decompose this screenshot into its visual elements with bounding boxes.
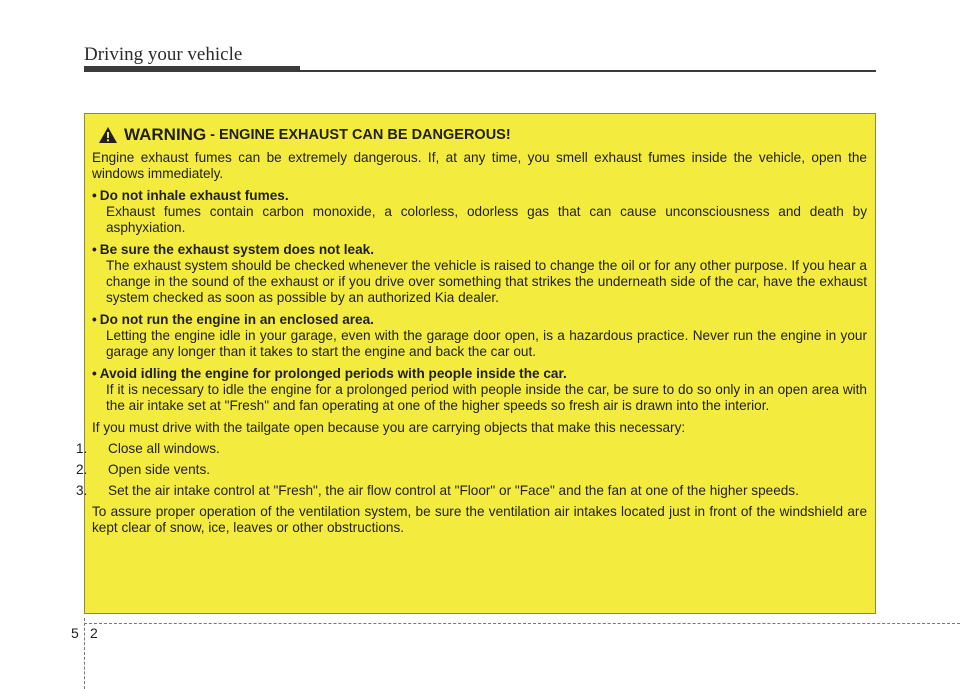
bullet-dot: • bbox=[92, 366, 97, 381]
bullet-body: Exhaust fumes contain carbon monoxide, a colorless, odorless gas that can cause unconsciousness and death by asphyxiation. bbox=[106, 204, 867, 235]
step-text: Open side vents. bbox=[108, 462, 211, 477]
step-item bbox=[76, 441, 867, 457]
warning-triangle-icon bbox=[98, 126, 118, 144]
step-item bbox=[76, 483, 867, 499]
bullet-title: Do not inhale exhaust fumes. bbox=[99, 188, 289, 203]
bullet-item bbox=[92, 188, 867, 236]
bullet-title: Do not run the engine in an enclosed area. bbox=[99, 312, 374, 327]
bullet-item bbox=[92, 242, 867, 306]
step-number: 1. bbox=[76, 441, 88, 456]
page-header-title: Driving your vehicle bbox=[84, 44, 243, 65]
warning-label: WARNING bbox=[124, 125, 207, 144]
warning-subtitle: - ENGINE EXHAUST CAN BE DANGEROUS! bbox=[210, 127, 511, 143]
tailgate-intro: If you must drive with the tailgate open because you are carrying objects that make this necessary: bbox=[92, 420, 686, 435]
bullet-body: If it is necessary to idle the engine for a prolonged period with people inside the car, be sure to do so only in an open area with the air intake set at "Fresh" and fan operating at one of the higher speeds so fresh air is drawn into the interior. bbox=[106, 382, 867, 413]
bullet-dot: • bbox=[92, 188, 97, 203]
bullet-item bbox=[92, 312, 867, 360]
footer-vertical-divider bbox=[84, 618, 85, 689]
step-number: 2. bbox=[76, 462, 88, 477]
header-rule-thick bbox=[84, 66, 300, 72]
step-text: Set the air intake control at "Fresh", the air flow control at "Floor" or "Face" and the fan at one of the higher speeds. bbox=[108, 483, 799, 498]
bullet-body: Letting the engine idle in your garage, even with the garage door open, is a hazardous practice. Never run the engine in your garage any longer than it takes to start the engine and back the car out. bbox=[106, 328, 867, 359]
warning-box bbox=[76, 113, 876, 614]
bullet-item bbox=[92, 366, 867, 414]
bullet-dot: • bbox=[92, 312, 97, 327]
bullet-body: The exhaust system should be checked whenever the vehicle is raised to change the oil or for any other purpose. If you hear a change in the sound of the exhaust or if you drive over something that strikes the underneath side of the car, have the exhaust system checked as soon as possible by an authorized Kia dealer. bbox=[106, 258, 867, 305]
footer-horizontal-divider bbox=[84, 623, 960, 624]
header-rule-thin bbox=[300, 70, 876, 72]
chapter-number: 5 bbox=[71, 625, 79, 641]
bullet-title: Be sure the exhaust system does not leak. bbox=[99, 242, 375, 257]
bullet-title: Avoid idling the engine for prolonged periods with people inside the car. bbox=[99, 366, 567, 381]
bullet-dot: • bbox=[92, 242, 97, 257]
warning-closing: To assure proper operation of the ventilation system, be sure the ventilation air intakes located just in front of the windshield are kept clear of snow, ice, leaves or other obstructions. bbox=[92, 504, 867, 535]
warning-heading bbox=[98, 126, 867, 144]
warning-intro: Engine exhaust fumes can be extremely dangerous. If, at any time, you smell exhaust fumes inside the vehicle, open the windows immediately. bbox=[92, 150, 867, 181]
step-number: 3. bbox=[76, 483, 88, 498]
page-number: 2 bbox=[90, 625, 98, 641]
step-text: Close all windows. bbox=[108, 441, 220, 456]
step-item bbox=[76, 462, 867, 478]
